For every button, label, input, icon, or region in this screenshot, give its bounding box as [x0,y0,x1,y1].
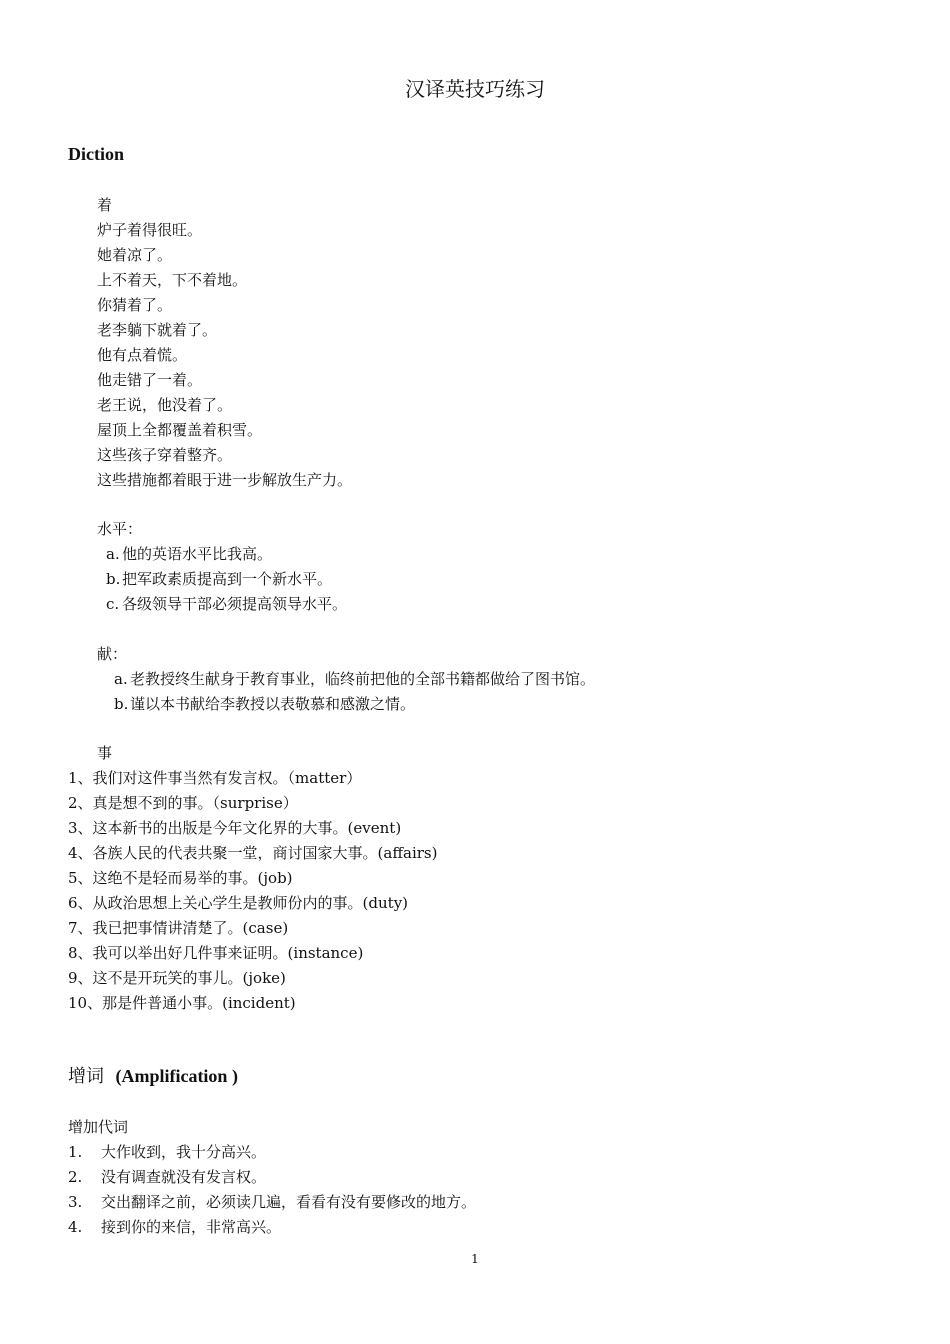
item-marker: b. [114,695,129,713]
item-number: 4. [68,1218,83,1236]
example-line: 上不着天，下不着地。 [97,271,248,289]
example-line: 你猜着了。 [97,296,173,314]
section-heading-diction: Diction [68,144,124,164]
page-number: 1 [471,1252,479,1266]
item-marker: b. [106,570,121,588]
numbered-item: 1、我们对这件事当然有发言权。（matter） [68,769,362,787]
sub-label: 增加代词 [68,1118,129,1136]
item-marker: a. [106,545,120,563]
example-line: 她着凉了。 [97,246,173,264]
group-label-shi: 事 [97,744,113,762]
numbered-item: 5、这绝不是轻而易举的事。(job) [68,869,293,887]
numbered-item: 3、这本新书的出版是今年文化界的大事。(event) [68,819,402,837]
item-text: 老教授终生献身于教育事业，临终前把他的全部书籍都做给了图书馆。 [130,670,596,688]
list-item [106,594,347,614]
list-item [106,569,332,589]
section-heading-amplification [68,1065,238,1088]
item-text: 各级领导干部必须提高领导水平。 [122,595,348,613]
item-text: 交出翻译之前，必须读几遍，看看有没有要修改的地方。 [101,1193,477,1211]
item-text: 没有调查就没有发言权。 [101,1168,267,1186]
page-title: 汉译英技巧练习 [405,77,545,101]
item-number: 3. [68,1193,83,1211]
item-text: 他的英语水平比我高。 [122,545,273,563]
group-label-xian: 献： [97,645,128,663]
numbered-item: 4、各族人民的代表共聚一堂，商讨国家大事。(affairs) [68,844,438,862]
numbered-item: 8、我可以举出好几件事来证明。(instance) [68,944,364,962]
group-label-zhao: 着 [97,196,113,214]
example-line: 他有点着慌。 [97,346,188,364]
example-line: 炉子着得很旺。 [97,221,203,239]
item-number: 1. [68,1143,83,1161]
example-line: 老王说，他没着了。 [97,396,233,414]
numbered-item: 7、我已把事情讲清楚了。(case) [68,919,289,937]
example-line: 屋顶上全都覆盖着积雪。 [97,421,263,439]
item-text: 把军政素质提高到一个新水平。 [122,570,333,588]
group-label-shuiping: 水平： [97,520,143,538]
numbered-item [68,1217,281,1237]
example-line: 这些孩子穿着整齐。 [97,446,233,464]
list-item [106,544,272,564]
numbered-item: 6、从政治思想上关心学生是教师份内的事。(duty) [68,894,409,912]
numbered-item: 10、那是件普通小事。(incident) [68,994,296,1012]
list-item [114,694,415,714]
item-marker: a. [114,670,128,688]
item-marker: c. [106,595,120,613]
example-line: 老李躺下就着了。 [97,321,218,339]
heading-zh: 增词 [68,1066,104,1087]
numbered-item: 2、真是想不到的事。（surprise） [68,794,298,812]
numbered-item [68,1167,266,1187]
item-text: 谨以本书献给李教授以表敬慕和感激之情。 [130,695,416,713]
example-line: 他走错了一着。 [97,371,203,389]
numbered-item [68,1192,476,1212]
example-line: 这些措施都着眼于进一步解放生产力。 [97,471,353,489]
item-text: 接到你的来信，非常高兴。 [101,1218,282,1236]
item-number: 2. [68,1168,83,1186]
list-item [114,669,595,689]
heading-en: (Amplification ) [115,1066,238,1086]
item-text: 大作收到，我十分高兴。 [101,1143,267,1161]
numbered-item: 9、这不是开玩笑的事儿。(joke) [68,969,286,987]
numbered-item [68,1142,266,1162]
